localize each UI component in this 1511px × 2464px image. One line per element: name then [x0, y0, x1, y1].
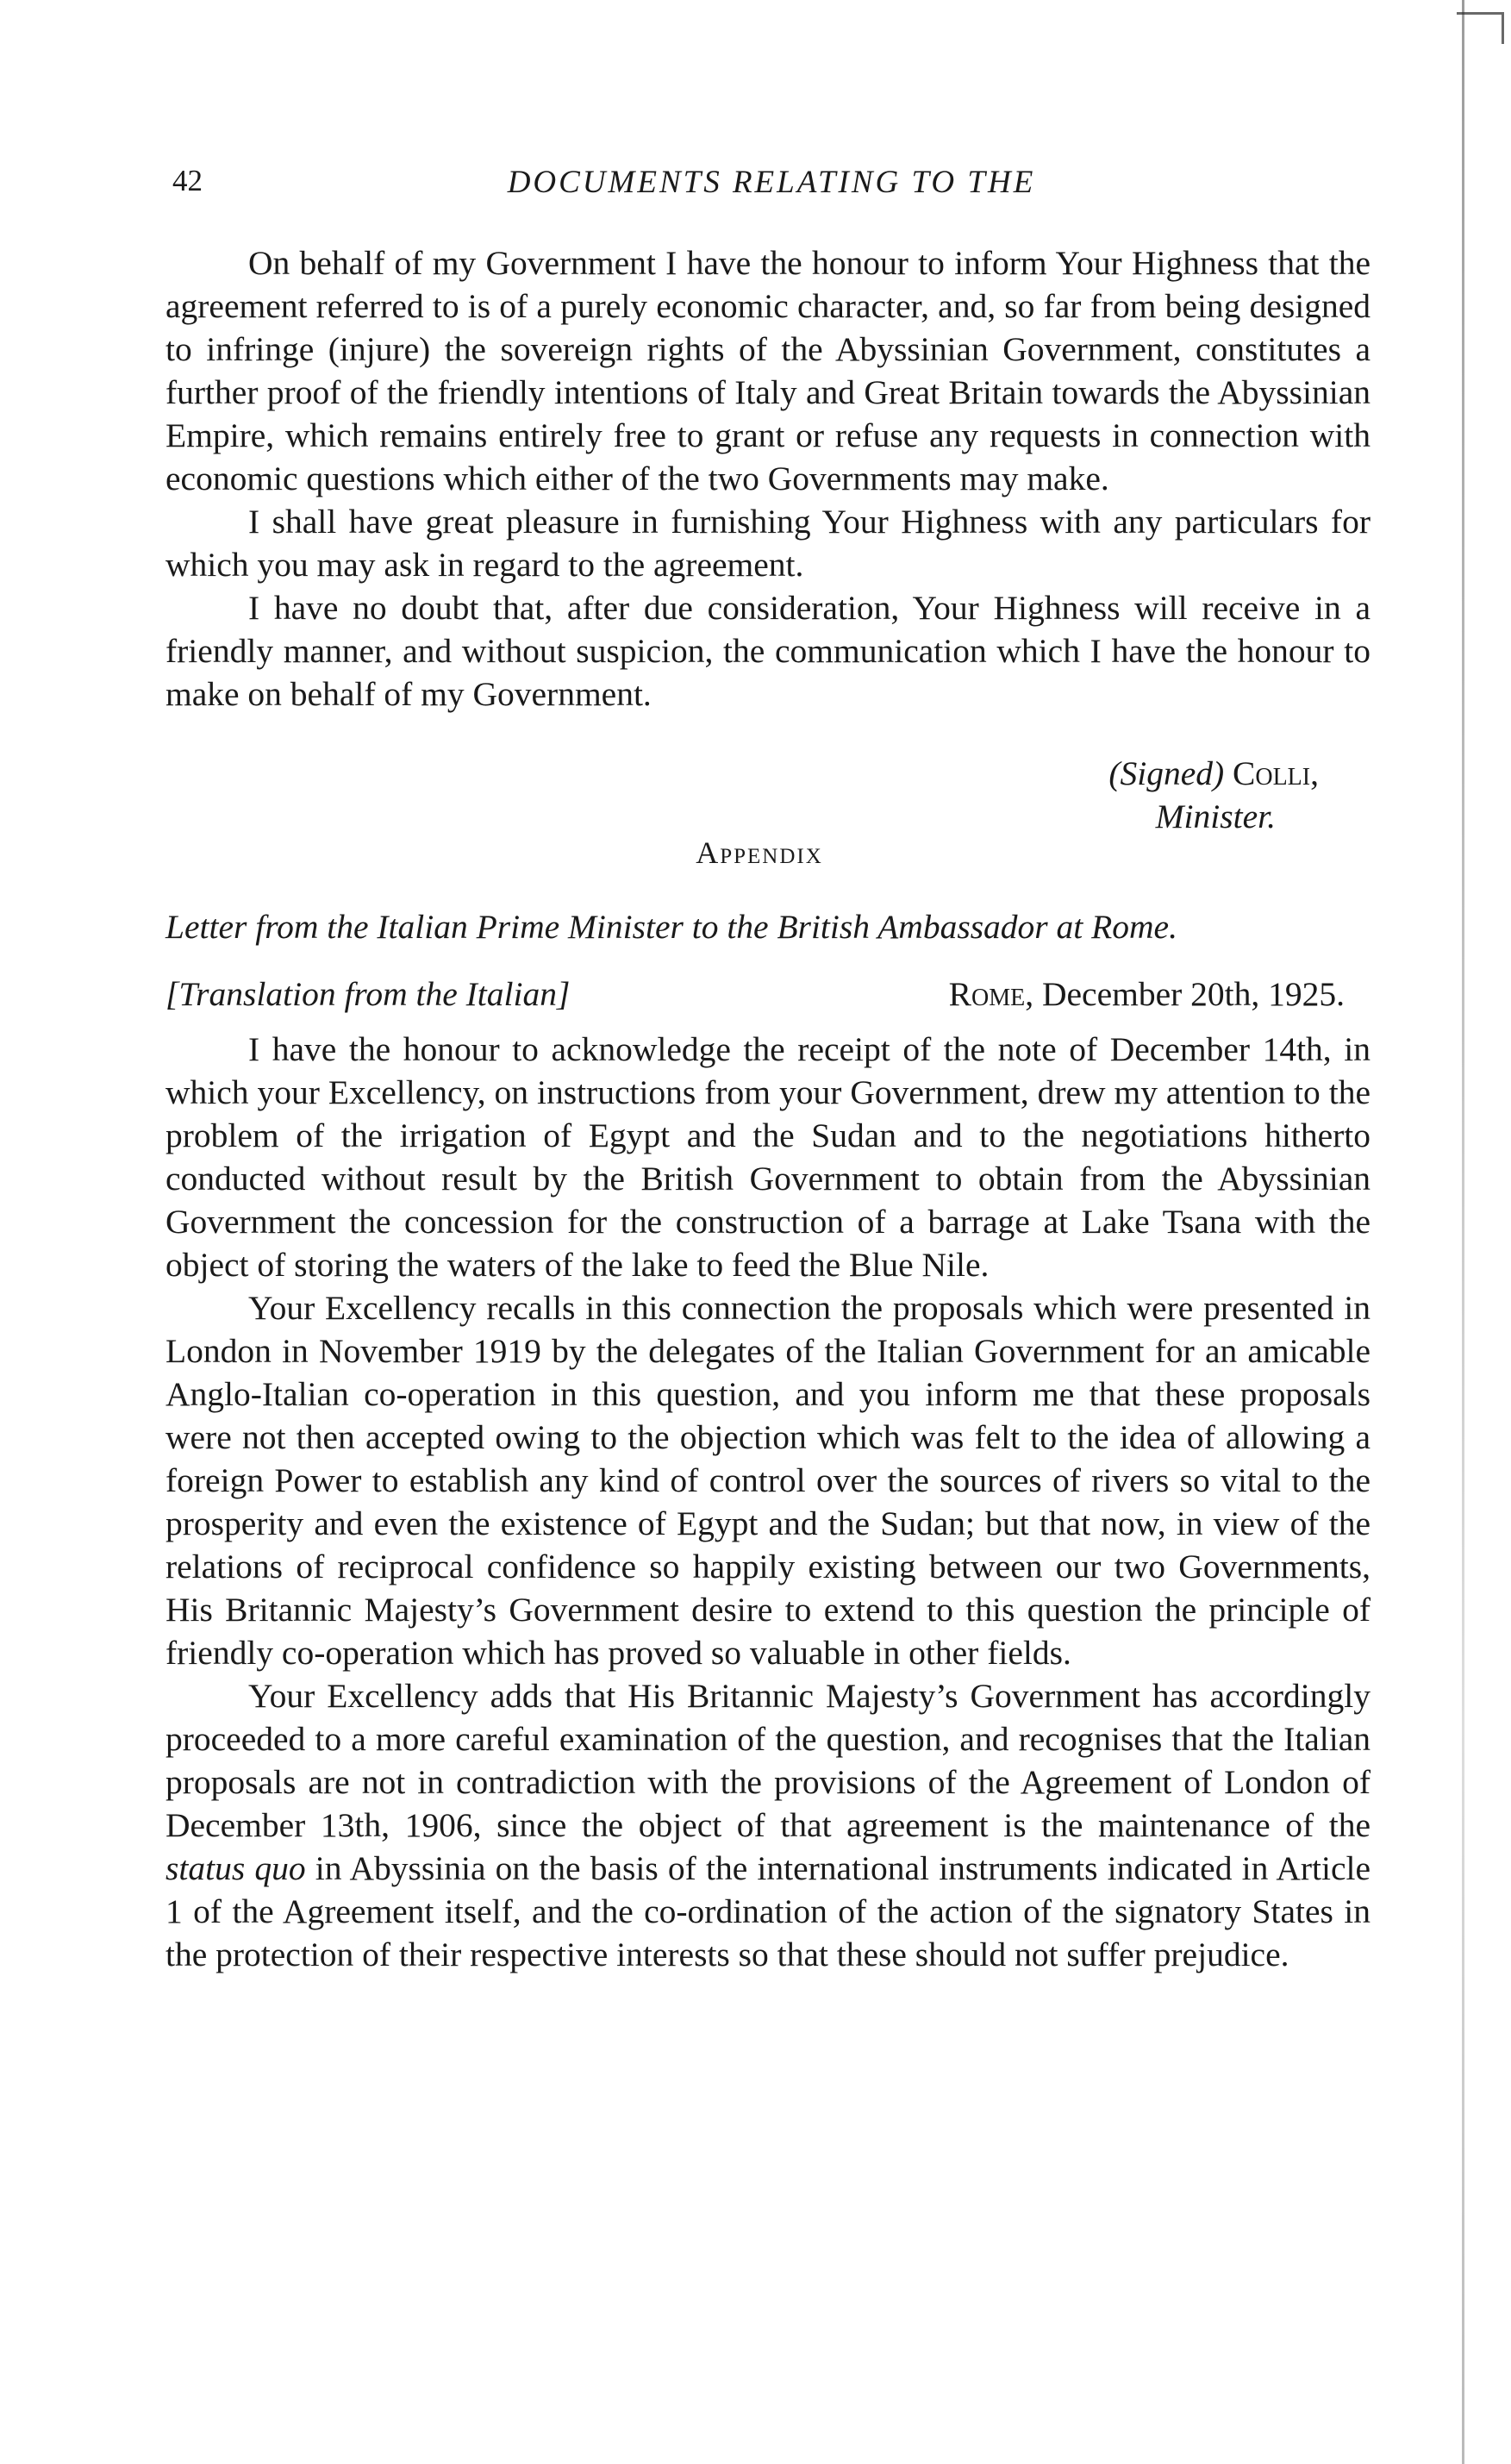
- place: Rome,: [948, 975, 1034, 1013]
- place-date: [949, 972, 1371, 1016]
- page-header: [172, 164, 1371, 216]
- date: December 20th, 1925.: [1041, 975, 1345, 1013]
- paragraph: Your Excellency recalls in this connection the proposals which were presented in London in November 1919 by the delegates of the Italian Government for an amicable Anglo-Italian co-operation in this question, and you inform me that these proposals were not then accepted owing to the objection which was felt to the idea of allowing a foreign Power to establish any kind of control over the sources of rivers so vital to the prosperity and even the existence of Egypt and the Sudan; but that now, in view of the relations of reciprocal confidence so happily existing between our two Governments, His Britannic Majesty’s Government desire to extend to this question the principle of friendly co-operation which has proved so valuable in other fields.: [165, 1289, 1371, 1672]
- paragraph: I have the honour to acknowledge the receipt of the note of December 14th, in which your Excellency, on instructions from your Government, drew my attention to the problem of the irrigation of Egypt and the Sudan and to the negotiations hitherto conducted without result by the British Government to obtain from the Abyssinian Government the concession for the construction of a barrage at Lake Tsana with the object of storing the waters of the lake to feed the Blue Nile.: [165, 1030, 1371, 1284]
- paragraph-text: in Abyssinia on the basis of the international instruments indicated in Article 1 of the Agreement itself, and the co-ordination of the action of the signatory States in the protection of their respective interests so that these should not suffer prejudice.: [165, 1849, 1371, 1973]
- signature-block: [165, 752, 1371, 835]
- translation-note: [Translation from the Italian]: [165, 975, 571, 1013]
- paragraph: I have no doubt that, after due consideration, Your Highness will receive in a friendly manner, and without suspicion, the communication which I have the honour to make on behalf of my Government.: [165, 589, 1371, 713]
- dateline: [165, 972, 1371, 1016]
- paragraph: I shall have great pleasure in furnishing Your Highness with any particulars for which you may ask in regard to the agreement.: [165, 503, 1371, 584]
- page-corner-mark: [1457, 12, 1504, 44]
- signatory-name: Colli,: [1233, 754, 1319, 792]
- paragraph-text: Your Excellency adds that His Britannic Majesty’s Government has accordingly proceeded to a more careful examination of the question, and recognises that the Italian proposals are not in contradiction with the provisions of the Agreement of London of December 13th, 1906, since the object of that agreement is the maintenance of the: [165, 1677, 1371, 1844]
- signed-label: (Signed): [1108, 754, 1225, 792]
- signatory-title: Minister.: [1155, 797, 1276, 835]
- appendix-heading: Appendix: [696, 835, 823, 870]
- paragraph: [165, 1674, 1371, 1976]
- running-head: DOCUMENTS RELATING TO THE: [507, 165, 1036, 200]
- emphasis-text: status quo: [165, 1849, 306, 1887]
- paragraph: On behalf of my Government I have the honour to inform Your Highness that the agreement referred to is of a purely economic character, and, so far from being designed to infringe (injure) the sovereign rights of the Abyssinian Government, constitutes a further proof of the friendly intentions of Italy and Great Britain towards the Abyssinian Empire, which remains entirely free to grant or refuse any requests in connection with economic questions which either of the two Governments may make.: [165, 244, 1371, 497]
- letter-title: Letter from the Italian Prime Minister to the British Ambassador at Rome.: [165, 908, 1177, 946]
- page-body: [165, 241, 1371, 1976]
- page-number: 42: [172, 164, 203, 197]
- page-edge-shadow: [1462, 0, 1464, 2464]
